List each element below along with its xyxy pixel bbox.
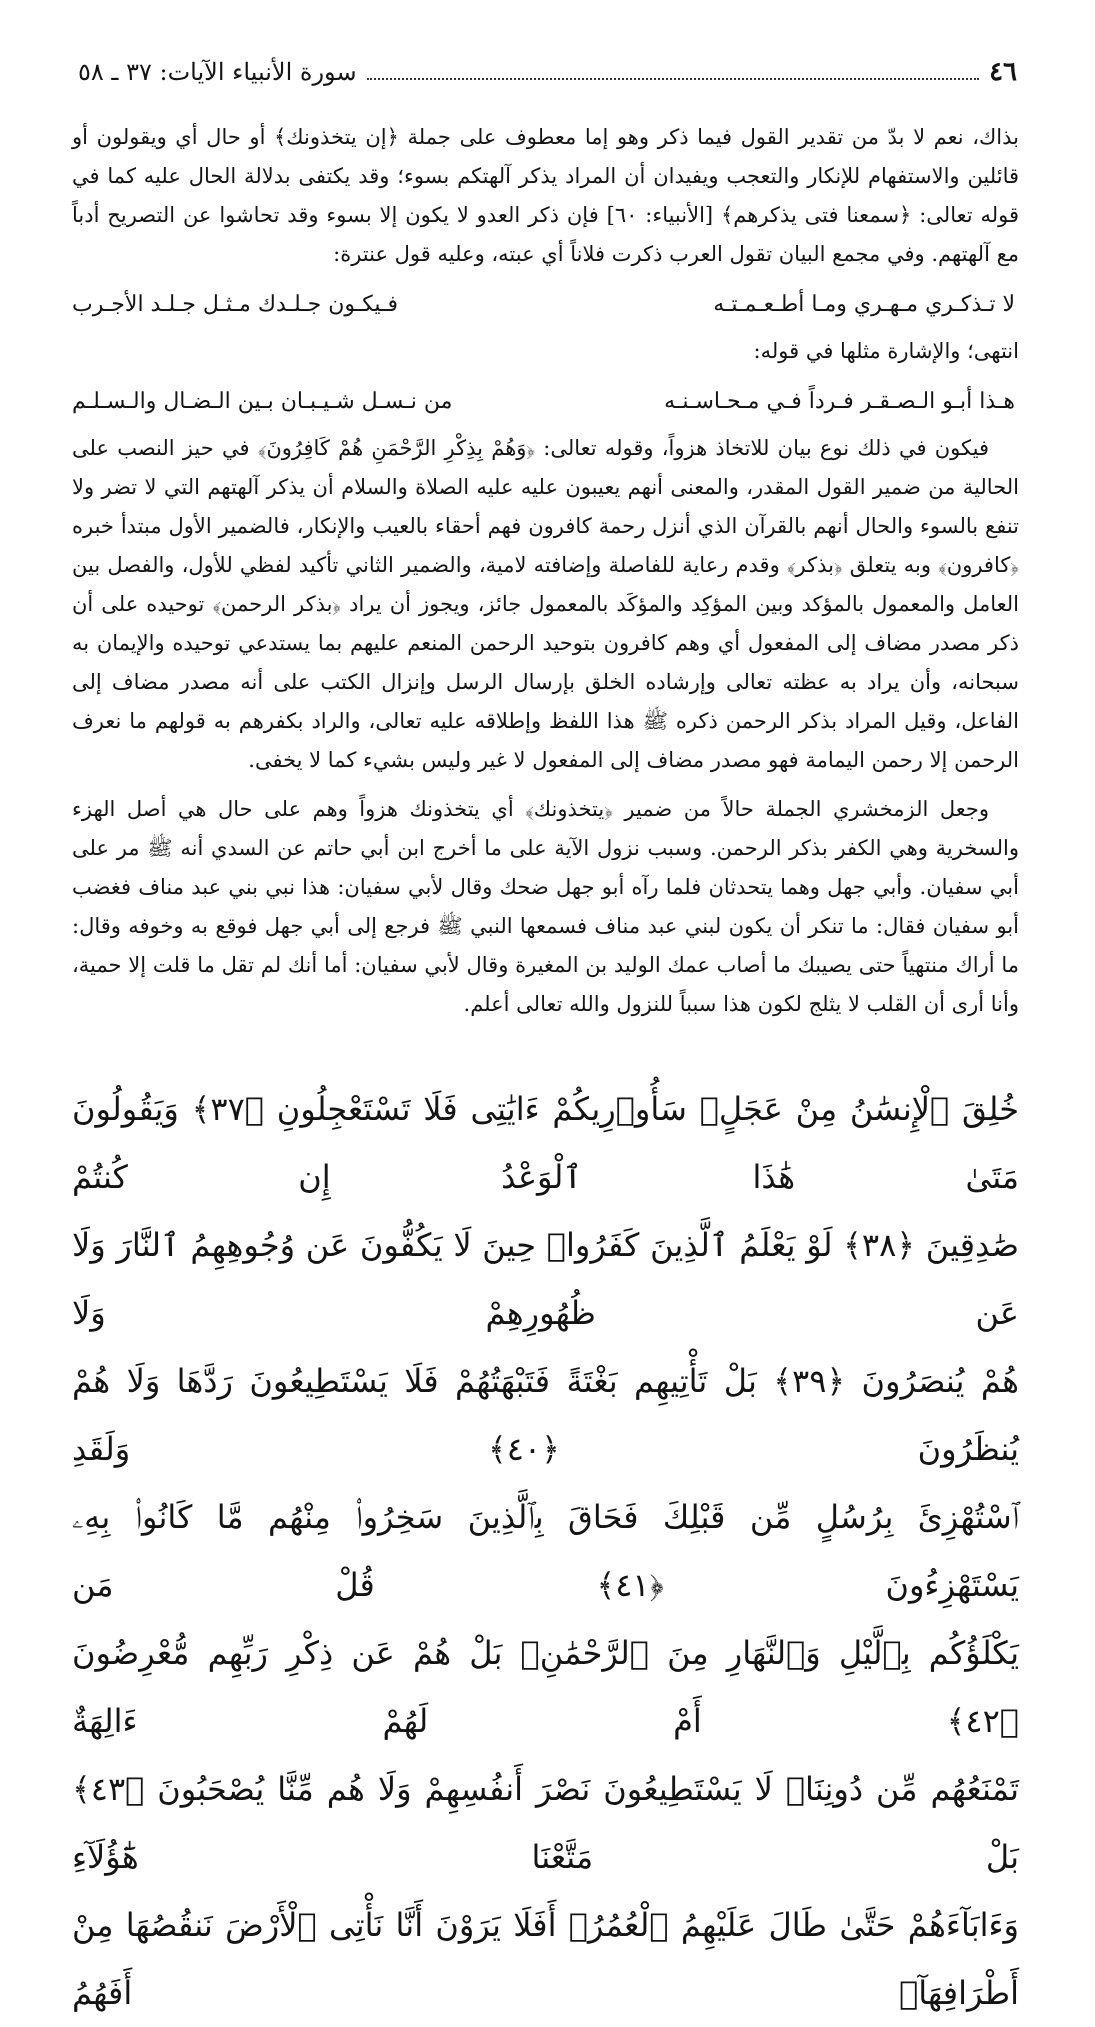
quran-verses-block (72, 1075, 1019, 2027)
poem-1-first-hemistich: لا تـذكـري مـهـري ومـا أطـعـمـتـه (713, 292, 1015, 317)
quran-line: خُلِقَ ٱلْإِنسَٰنُ مِنْ عَجَلٍۚ سَأُو۟رِيكُمْ ءَايَٰتِى فَلَا تَسْتَعْجِلُونِ ﴿٣٧﴾ وَيَقُولُونَ مَتَىٰ هَٰذَا ٱلْوَعْدُ إِن كُنتُمْ (72, 1090, 1020, 1196)
poem-verse-1 (72, 284, 1015, 326)
commentary-text (72, 118, 1019, 1034)
header-dotted-leader (367, 64, 980, 80)
poem-1-second-hemistich: فـيكـون جـلـدك مـثـل جـلـد الأجـرب (72, 292, 398, 317)
paragraph-1: بذاك، نعم لا بدّ من تقدير القول فيما ذكر وهو إما معطوف على جملة ﴿إن يتخذونك﴾ أو حال أي ويقولون أو قائلين والاستفهام للإنكار والتعجب ويفيدان أن المراد يذكر آلهتكم بسوء؛ وقد يكتفى بدلالة الحال عليه كما في قوله تعالى: ﴿سمعنا فتى يذكرهم﴾ [الأنبياء: ٦٠] فإن ذكر العدو لا يكون إلا بسوء وقد تحاشوا عن التصريح أدباً مع آلهتهم. وفي مجمع البيان تقول العرب ذكرت فلاناً أي عبته، وعليه قول عنترة: (72, 125, 1019, 266)
paragraph-3: فيكون في ذلك نوع بيان للاتخاذ هزواً، وقوله تعالى: ﴿وَهُمْ بِذِكْرِ الرَّحْمَنِ هُمْ كَافِرُونَ﴾ في حيز النصب على الحالية من ضمير القول المقدر، والمعنى أنهم يعيبون عليه عليه الصلاة والسلام أن يذكر آلهتهم التي لا تضر ولا تنفع بالسوء والحال أنهم بالقرآن الذي أنزل رحمة كافرون فهم أحقاء بالعيب والإنكار، فالضمير الأول مبتدأ خبره ﴿كافرون﴾ وبه يتعلق ﴿بذكر﴾ وقدم رعاية للفاصلة وإضافته لامية، والضمير الثاني تأكيد لفظي للأول، والفصل بين العامل والمعمول بالمؤكد وبين المؤكِد والمؤكَد بالمعمول جائز، ويجوز أن يراد ﴿بذكر الرحمن﴾ توحيده على أن ذكر مصدر مضاف إلى المفعول أي وهم كافرون بتوحيد الرحمن المنعم عليهم بما يستدعي توحيده والإيمان به سبحانه، وأن يراد به عظته تعالى وإرشاده الخلق بإرسال الرسل وإنزال الكتب على أنه مصدر مضاف إلى الفاعل، وقيل المراد بذكر الرحمن ذكره ﷺ هذا اللفظ وإطلاقه عليه تعالى، والراد بكفرهم به قولهم ما نعرف الرحمن إلا رحمن اليمامة فهو مصدر مضاف إلى المفعول لا غير وليس بشيء كما لا يخفى. (72, 436, 1019, 772)
paragraph-4: وجعل الزمخشري الجملة حالاً من ضمير ﴿يتخذونك﴾ أي يتخذونك هزواً وهم على حال هي أصل الهزء والسخرية وهي الكفر بذكر الرحمن. وسبب نزول الآية على ما أخرج ابن أبي حاتم عن السدي أنه ﷺ مر على أبي سفيان. وأبي جهل وهما يتحدثان فلما رآه أبو جهل ضحك وقال لأبي سفيان: هذا نبي بني عبد مناف فغضب أبو سفيان فقال: ما تنكر أن يكون لبني عبد مناف فسمعها النبي ﷺ فرجع إلى أبي جهل فوقع به وخوفه وقال: ما أراك منتهياً حتى يصيبك ما أصاب عمك الوليد بن المغيرة وقال لأبي سفيان: أما أنك لم تقل ما قلت إلا حمية، وأنا أرى أن القلب لا يثلج لكون هذا سبباً للنزول والله تعالى أعلم. (72, 797, 1019, 1016)
quran-line: تَمْنَعُهُم مِّن دُونِنَاۚ لَا يَسْتَطِيعُونَ نَصْرَ أَنفُسِهِمْ وَلَا هُم مِّنَّا يُصْحَبُونَ ﴿٤٣﴾ بَلْ مَتَّعْنَا هَٰٓؤُلَآءِ (72, 1770, 1019, 1876)
poem-verse-2 (72, 381, 1015, 423)
page-header (78, 52, 1017, 92)
quran-line: صَٰدِقِينَ ﴿٣٨﴾ لَوْ يَعْلَمُ ٱلَّذِينَ كَفَرُوا۟ حِينَ لَا يَكُفُّونَ عَن وُجُوهِهِمُ ٱلنَّارَ وَلَا عَن ظُهُورِهِمْ وَلَا (72, 1226, 1020, 1332)
running-title: سورة الأنبياء الآيات: ٣٧ ـ ٥٨ (78, 58, 357, 86)
quran-line: وَءَابَآءَهُمْ حَتَّىٰ طَالَ عَلَيْهِمُ ٱلْعُمُرُۗ أَفَلَا يَرَوْنَ أَنَّا نَأْتِى ٱلْأَرْضَ نَنقُصُهَا مِنْ أَطْرَافِهَآۚ أَفَهُمُ (72, 1906, 1019, 2012)
page-number: ٤٦ (989, 57, 1017, 87)
quran-line: هُمْ يُنصَرُونَ ﴿٣٩﴾ بَلْ تَأْتِيهِم بَغْتَةً فَتَبْهَتُهُمْ فَلَا يَسْتَطِيعُونَ رَدَّهَا وَلَا هُمْ يُنظَرُونَ ﴿٤٠﴾ وَلَقَدِ (72, 1362, 1020, 1468)
paragraph-2: انتهى؛ والإشارة مثلها في قوله: (753, 339, 1019, 363)
quran-line: ٱسْتُهْزِئَ بِرُسُلٍ مِّن قَبْلِكَ فَحَاقَ بِٱلَّذِينَ سَخِرُوا۟ مِنْهُم مَّا كَانُوا۟ بِهِۦ يَسْتَهْزِءُونَ ﴿٤١﴾ قُلْ مَن (72, 1498, 1019, 1604)
poem-2-first-hemistich: هـذا أبـو الـصـقـر فـرداً فـي مـحـاسـنـه (664, 389, 1015, 414)
poem-2-second-hemistich: من نـسـل شـيـبـان بـين الـضـال والـسـلـم (72, 389, 453, 414)
quran-line: يَكْلَؤُكُم بِٱلَّيْلِ وَٱلنَّهَارِ مِنَ ٱلرَّحْمَٰنِۗ بَلْ هُمْ عَن ذِكْرِ رَبِّهِم مُّعْرِضُونَ ﴿٤٢﴾ أَمْ لَهُمْ ءَالِهَةٌ (72, 1634, 1019, 1740)
